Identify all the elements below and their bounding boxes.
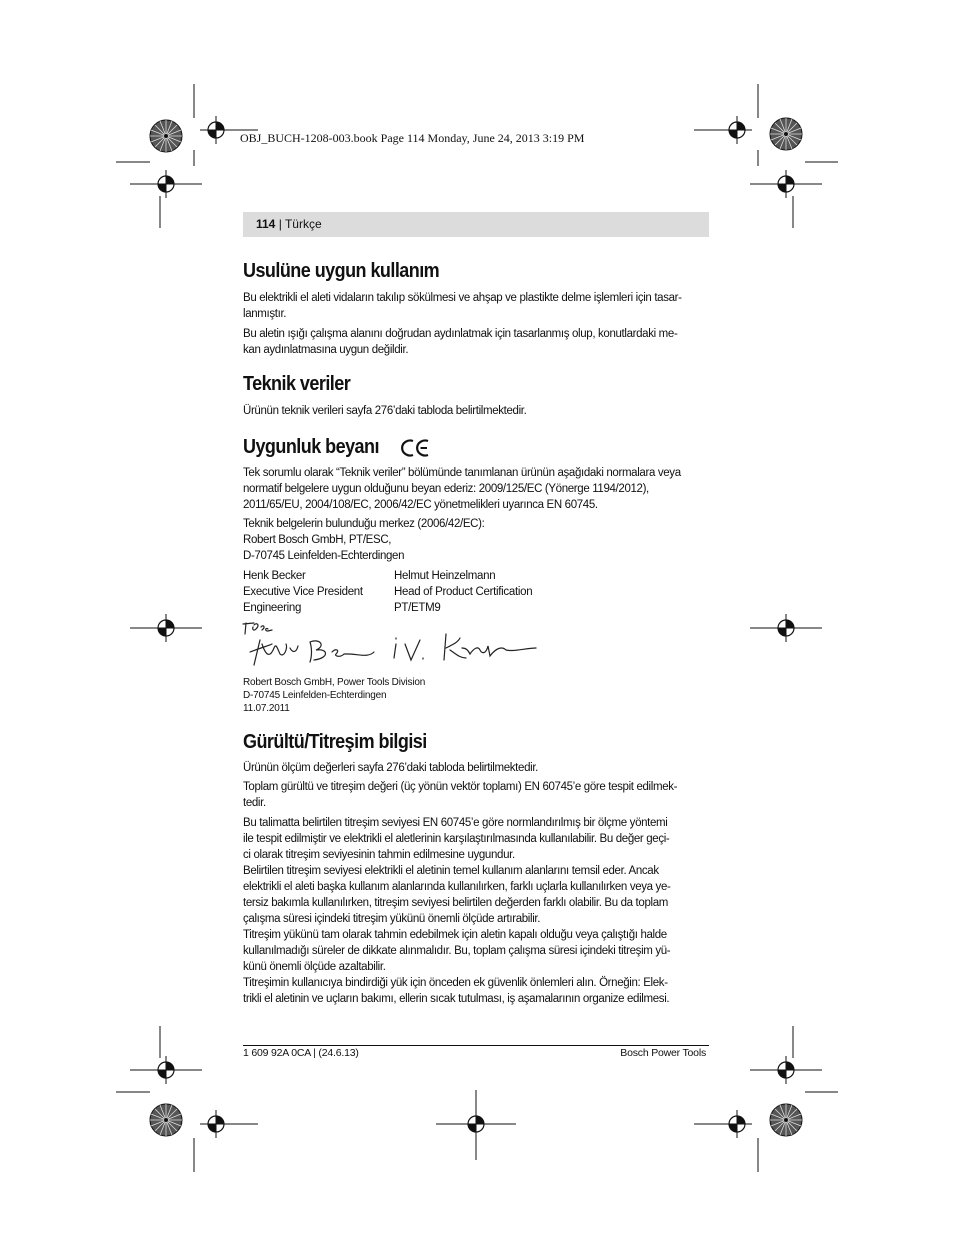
footer-doc-number: 1 609 92A 0CA | (24.6.13) [243, 1047, 359, 1059]
footer-rule [243, 1045, 709, 1046]
header-separator: | [275, 217, 285, 231]
ce-mark-icon [400, 438, 430, 458]
technical-data-paragraph: Ürünün teknik verileri sayfa 276’daki tabloda belirtilmektedir. [243, 405, 527, 417]
noise-paragraph-1: Ürünün ölçüm değerleri sayfa 276’daki tabloda belirtilmektedir. [243, 762, 539, 774]
section-title-noise-vibration: Gürültü/Titreşim bilgisi [243, 731, 427, 753]
section-title-conformity: Uygunluk beyanı [243, 436, 379, 458]
conformity-paragraph-1: Tek sorumlu olarak “Teknik veriler” bölümünde tanımlanan ürünün aşağıdaki normalara veya normatif belgelere uygun olduğunu beyan ederiz: 2009/125/EC (Yönerge 1194/2012), 2011/65/EU, 2004/108/EC, 2006/42/EC yönetmelikleri uyarınca EN 60745. [243, 467, 681, 511]
section-title-intended-use: Usulüne uygun kullanım [243, 260, 440, 282]
footer-brand: Bosch Power Tools [620, 1047, 706, 1059]
header-language: Türkçe [284, 217, 322, 231]
signature-image [240, 618, 540, 670]
intended-use-paragraph-2: Bu aletin ışığı çalışma alanını doğrudan aydınlatmak için tasarlanmış olup, konutlardaki me- kan aydınlatmasına uygun değildir. [243, 328, 678, 356]
noise-paragraph-3: Bu talimatta belirtilen titreşim seviyesi EN 60745’e göre normlandırılmış bir ölçme yöntemi ile tespit edilmiştir ve elektrikli el aletlerinin karşılaştırılmasında kullanılabilir. Bu değer geçi- ci olarak titreşim seviyesinin tahmin edilmesine uygundur. Belirtilen titreşim seviyesi elektrikli el aletinin temel kullanım alanlarını temsil eder. Ancak elektrikli el aleti başka kullanım alanlarında kullanılırken, farklı uçlarla kullanılırken veya ye- tersiz bakımla kullanılırken, titreşim seviyesi belirtilen değerden farklı olabilir. Bu da toplam çalışma süresi içindeki titreşim yükünü önemli ölçüde artırabilir. Titreşim yükünü tam olarak tahmin edebilmek için aletin kapalı olduğu veya çalıştığı halde kullanılmadığı süreler de dikkate alınmalıdır. Bu, toplam çalışma süresi içindeki titreşim yü- künü önemli ölçüde azaltabilir. Titreşimin kullanıcıya bindirdiği yük için önceden ek güvenlik önlemleri alın. Örneğin: Elek- trikli el aletinin ve uçların bakımı, ellerin sıcak tutulması, iş aşamalarının organize edilmesi. [243, 817, 671, 1005]
page-number: 114 [256, 217, 276, 231]
company-address-date: Robert Bosch GmbH, Power Tools Division D-70745 Leinfelden-Echterdingen 11.07.2011 [243, 677, 426, 714]
noise-paragraph-2: Toplam gürültü ve titreşim değeri (üç yönün vektör toplamı) EN 60745’e göre tespit edilmek- tedir. [243, 781, 678, 809]
print-job-header: OBJ_BUCH-1208-003.book Page 114 Monday, June 24, 2013 3:19 PM [240, 131, 585, 145]
signer-1: Henk Becker Executive Vice President Engineering [243, 570, 363, 614]
page-header [256, 217, 322, 231]
section-title-technical-data: Teknik veriler [243, 373, 351, 395]
signer-2: Helmut Heinzelmann Head of Product Certification PT/ETM9 [394, 570, 533, 614]
technical-file-address: Teknik belgelerin bulunduğu merkez (2006/42/EC): Robert Bosch GmbH, PT/ESC, D-70745 Leinfelden-Echterdingen [243, 518, 485, 562]
intended-use-paragraph-1: Bu elektrikli el aleti vidaların takılıp sökülmesi ve ahşap ve plastikte delme işlemleri için tasar- lanmıştır. [243, 292, 682, 320]
